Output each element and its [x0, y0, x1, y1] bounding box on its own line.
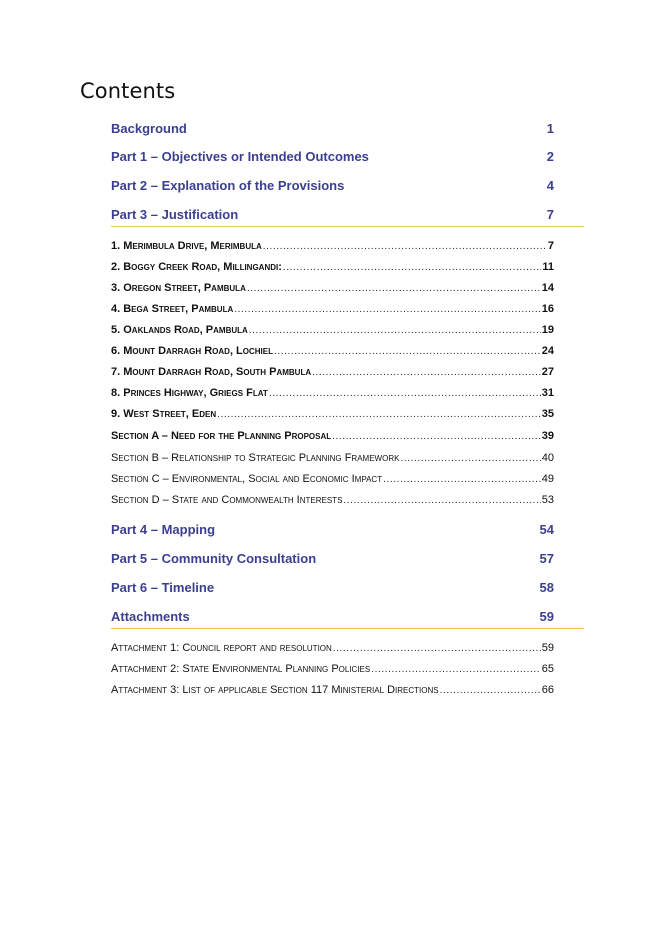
toc-entry-site-2[interactable] [111, 261, 554, 273]
toc-entry-section-a[interactable] [111, 430, 554, 442]
toc-leader-dots [217, 409, 541, 420]
toc-entry-label: Section A – Need for the Planning Proposal [111, 430, 332, 442]
toc-entry-label: 4. Bega Street, Pambula [111, 303, 234, 315]
toc-leader-dots [440, 685, 541, 696]
toc-entry-site-8[interactable] [111, 387, 554, 399]
toc-entry-page: 66 [541, 684, 554, 696]
toc-entry-label: 1. Merimbula Drive, Merimbula [111, 240, 262, 252]
toc-entry-label: Part 1 – Objectives or Intended Outcomes [111, 149, 369, 164]
page-title: Contents [80, 79, 176, 103]
toc-entry-page: 7 [547, 240, 554, 252]
toc-entry-page: 4 [546, 178, 554, 193]
toc-entry-label: Background [111, 121, 187, 136]
toc-entry-site-5[interactable] [111, 324, 554, 336]
toc-entry-label: Part 4 – Mapping [111, 522, 216, 537]
toc-entry-part-2[interactable] [111, 178, 554, 193]
toc-entry-page: 59 [539, 609, 554, 624]
toc-entry-page: 31 [541, 387, 554, 399]
toc-entry-page: 2 [546, 149, 554, 164]
toc-entry-site-9[interactable] [111, 408, 554, 420]
toc-leader-dots [274, 346, 541, 357]
toc-entry-background[interactable] [111, 121, 554, 136]
toc-entry-page: 16 [541, 303, 554, 315]
toc-entry-label: Section D – State and Commonwealth Interests [111, 494, 343, 506]
toc-entry-page: 7 [546, 207, 554, 222]
toc-entry-page: 49 [541, 473, 554, 485]
toc-entry-page: 59 [541, 642, 554, 654]
toc-leader-dots [383, 474, 541, 485]
toc-entry-page: 27 [541, 366, 554, 378]
toc-entry-part-3[interactable] [111, 207, 554, 222]
toc-entry-page: 57 [539, 551, 554, 566]
toc-entry-part-1[interactable] [111, 149, 554, 164]
toc-entry-part-5[interactable] [111, 551, 554, 566]
toc-entry-label: Attachment 3: List of applicable Section 117 Ministerial Directions [111, 684, 439, 696]
toc-leader-dots [249, 325, 541, 336]
toc-entry-page: 19 [541, 324, 554, 336]
toc-leader-dots [247, 283, 541, 294]
section-divider [111, 628, 584, 629]
toc-entry-label: Attachments [111, 609, 190, 624]
section-divider [111, 226, 584, 227]
toc-entry-page: 54 [539, 522, 554, 537]
toc-entry-page: 11 [542, 261, 554, 273]
toc-entry-page: 39 [541, 430, 554, 442]
toc-entry-site-1[interactable] [111, 240, 554, 252]
toc-entry-part-6[interactable] [111, 580, 554, 595]
toc-entry-page: 35 [541, 408, 554, 420]
toc-entry-label: 5. Oaklands Road, Pambula [111, 324, 248, 336]
toc-entry-site-6[interactable] [111, 345, 554, 357]
toc-leader-dots [312, 367, 541, 378]
toc-leader-dots [283, 262, 541, 273]
toc-entry-page: 65 [541, 663, 554, 675]
toc-entry-page: 58 [539, 580, 554, 595]
toc-entry-part-4[interactable] [111, 522, 554, 537]
toc-entry-label: Section C – Environmental, Social and Economic Impact [111, 473, 383, 485]
toc-entry-page: 1 [546, 121, 554, 136]
toc-entry-attachment-3[interactable] [111, 684, 554, 696]
toc-entry-attachments[interactable] [111, 609, 554, 624]
toc-leader-dots [263, 241, 547, 252]
toc-leader-dots [332, 431, 541, 442]
toc-leader-dots [400, 453, 540, 464]
toc-leader-dots [269, 388, 541, 399]
toc-entry-page: 14 [541, 282, 554, 294]
toc-entry-label: 6. Mount Darragh Road, Lochiel [111, 345, 273, 357]
toc-entry-section-b[interactable] [111, 452, 554, 464]
toc-entry-label: 7. Mount Darragh Road, South Pambula [111, 366, 312, 378]
toc-entry-label: Part 2 – Explanation of the Provisions [111, 178, 345, 193]
toc-entry-label: Attachment 2: State Environmental Planning Policies [111, 663, 371, 675]
toc-entry-label: Part 3 – Justification [111, 207, 239, 222]
toc-entry-page: 40 [541, 452, 554, 464]
toc-entry-label: Attachment 1: Council report and resolution [111, 642, 332, 654]
toc-entry-label: Section B – Relationship to Strategic Planning Framework [111, 452, 400, 464]
toc-entry-attachment-1[interactable] [111, 642, 554, 654]
toc-leader-dots [234, 304, 541, 315]
toc-entry-label: Part 5 – Community Consultation [111, 551, 317, 566]
toc-entry-section-d[interactable] [111, 494, 554, 506]
toc-leader-dots [343, 495, 540, 506]
toc-entry-attachment-2[interactable] [111, 663, 554, 675]
toc-entry-section-c[interactable] [111, 473, 554, 485]
toc-entry-label: 8. Princes Highway, Griegs Flat [111, 387, 268, 399]
toc-entry-page: 24 [541, 345, 554, 357]
toc-entry-label: 3. Oregon Street, Pambula [111, 282, 246, 294]
toc-entry-site-3[interactable] [111, 282, 554, 294]
toc-entry-label: 2. Boggy Creek Road, Millingandi: [111, 261, 282, 273]
toc-entry-site-7[interactable] [111, 366, 554, 378]
toc-leader-dots [371, 664, 541, 675]
toc-entry-page: 53 [541, 494, 554, 506]
toc-leader-dots [333, 643, 541, 654]
toc-entry-label: Part 6 – Timeline [111, 580, 215, 595]
toc-entry-site-4[interactable] [111, 303, 554, 315]
toc-entry-label: 9. West Street, Eden [111, 408, 217, 420]
